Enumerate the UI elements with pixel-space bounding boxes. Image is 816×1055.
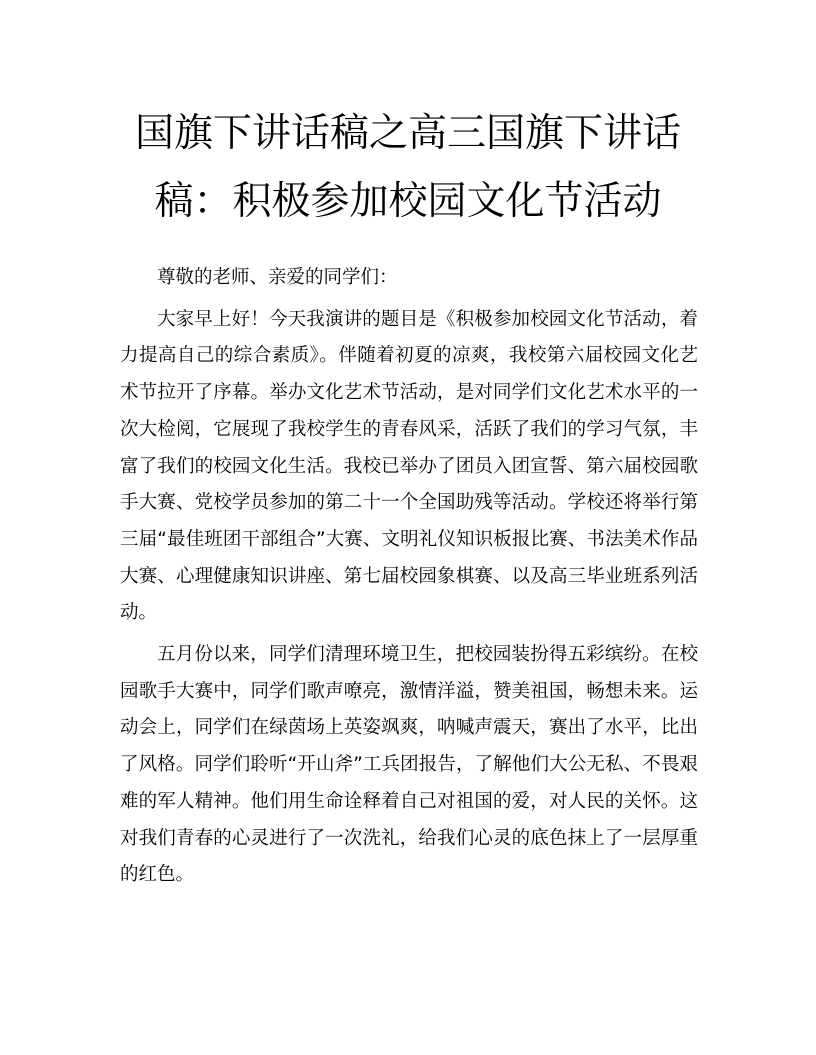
document-body [120, 260, 698, 894]
body-paragraph-1: 大家早上好！今天我演讲的题目是《积极参加校园文化节活动，着力提高自己的综合素质》。伴随着初夏的凉爽，我校第六届校园文化艺术节拉开了序幕。举办文化艺术节活动，是对同学们文化艺术水平的一次大检阅，它展现了我校学生的青春风采，活跃了我们的学习气氛，丰富了我们的校园文化生活。我校已举办了团员入团宣誓、第六届校园歌手大赛、党校学员参加的第二十一个全国助残等活动。学校还将举行第三届“最佳班团干部组合”大赛、文明礼仪知识板报比赛、书法美术作品大赛、心理健康知识讲座、第七届校园象棋赛、以及高三毕业班系列活动。 [120, 308, 698, 624]
body-paragraph-2: 五月份以来，同学们清理环境卫生，把校园装扮得五彩缤纷。在校园歌手大赛中，同学们歌声嘹亮，激情洋溢，赞美祖国，畅想未来。运动会上，同学们在绿茵场上英姿飒爽，呐喊声震天，赛出了水平，比出了风格。同学们聆听“开山斧”工兵团报告，了解他们大公无私、不畏艰难的军人精神。他们用生命诠释着自己对祖国的爱，对人民的关怀。这对我们青春的心灵进行了一次洗礼，给我们心灵的底色抹上了一层厚重的红色。 [120, 644, 698, 886]
greeting-line: 尊敬的老师、亲爱的同学们： [157, 267, 398, 288]
document-title: 国旗下讲话稿之高三国旗下讲话稿：积极参加校园文化节活动 [134, 111, 681, 224]
